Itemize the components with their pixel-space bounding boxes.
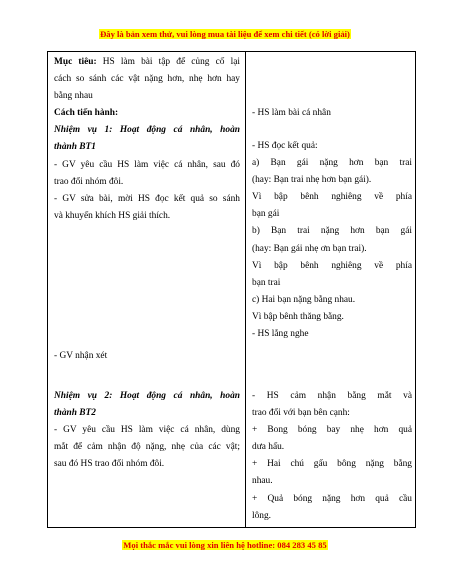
preview-banner-text: Đây là bản xem thử, vui lòng mua tài liệu để xem chi tiết (có lời giải) [100, 29, 350, 39]
goal-text-1: HS làm bài tập để củng cố lại [96, 57, 240, 67]
lesson-table [47, 51, 416, 528]
answer-a-2: (hay: Bạn trai nhẹ hơn bạn gái). [252, 175, 372, 186]
method-label: Cách tiến hành: [54, 108, 119, 119]
hotline-banner-text: Mọi thắc mắc vui lòng xin liên hệ hotline: 084 283 45 85 [123, 540, 327, 550]
task1-step-b-2: và khuyến khích HS giải thích. [54, 210, 171, 221]
answer-b-1: b) Bạn trai nặng hơn bạn gái [252, 226, 412, 237]
task1-step-c: - GV nhận xét [54, 351, 108, 361]
task2-student-block [252, 388, 412, 525]
goal-label: Mục tiêu: [54, 57, 97, 67]
task1-step-a-2: trao đổi nhóm đôi. [54, 176, 124, 187]
student-individual [252, 105, 412, 122]
task1-step-b-1: - GV sửa bài, mời HS đọc kết quả so sánh [54, 193, 240, 204]
answer-balloon-1: + Bong bóng bay nhẹ hơn quả [252, 425, 412, 436]
answer-c-2: Vì bập bênh thăng bằng. [252, 311, 344, 322]
column-divider [245, 52, 246, 527]
task1-heading-1: Nhiệm vụ 1: Hoạt động cá nhân, hoàn [54, 125, 240, 136]
task2-step-a-1: - GV yêu cầu HS làm việc cá nhân, dùng [54, 425, 240, 436]
answer-b-2: (hay: Bạn gái nhẹ ơn bạn trai). [252, 243, 367, 254]
task2-heading-2: thành BT2 [54, 408, 96, 419]
right-line-1: - HS làm bài cá nhân [252, 108, 331, 118]
task1-heading-2: thành BT1 [54, 142, 96, 153]
goal-block [54, 54, 240, 225]
answer-a-1: a) Bạn gái nặng hơn bạn trai [252, 158, 412, 169]
student-listen: - HS lắng nghe [252, 329, 309, 340]
goal-line-1 [54, 54, 240, 71]
task2-step-a-3: sau đó HS trao đổi nhóm đôi. [54, 459, 165, 470]
answer-ball-2: lông. [252, 510, 272, 521]
right-line-7b: trao đổi với bạn bên cạnh: [252, 408, 350, 419]
answer-bears-1: + Hai chú gấu bông nặng bằng [252, 459, 412, 470]
answer-c-1: c) Hai bạn nặng bằng nhau. [252, 294, 356, 305]
student-results [252, 138, 412, 343]
right-line-2: - HS đọc kết quả: [252, 141, 318, 151]
task1-step-a-1: - GV yêu cầu HS làm việc cá nhân, sau đó [54, 159, 240, 170]
preview-banner [0, 28, 450, 40]
right-line-7a: - HS cảm nhận bằng mắt và [252, 391, 412, 401]
answer-balloon-2: dưa hấu. [252, 442, 285, 453]
goal-line-2: cách so sánh các vật nặng hơn, nhẹ hơn hay [54, 74, 240, 85]
answer-ball-1: + Quả bóng nặng hơn quả cầu [252, 493, 412, 504]
answer-bears-2: nhau. [252, 476, 273, 487]
answer-a-4: bạn gái [252, 209, 280, 220]
task1-review [54, 348, 240, 365]
hotline-banner [0, 539, 450, 551]
task2-step-a-2: mắt để cảm nhận độ nặng, nhẹ của các vật; [54, 442, 240, 453]
goal-line-3: bằng nhau [54, 91, 93, 102]
task2-block [54, 388, 240, 473]
task2-heading-1: Nhiệm vụ 2: Hoạt động cá nhân, hoàn [54, 391, 240, 401]
answer-a-3: Vì bập bênh nghiêng về phía [252, 192, 412, 203]
answer-b-4: bạn trai [252, 277, 281, 288]
answer-b-3: Vì bập bênh nghiêng về phía [252, 260, 412, 271]
